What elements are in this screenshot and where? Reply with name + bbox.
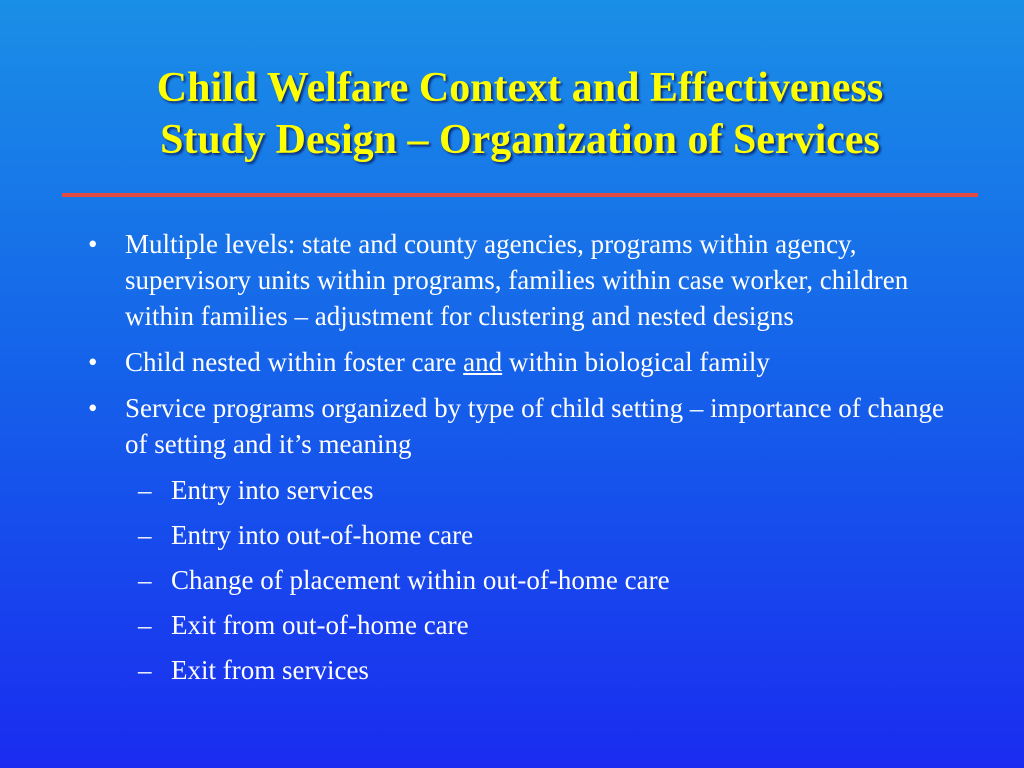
slide-body <box>88 226 968 697</box>
slide-title <box>60 62 980 166</box>
sub-bullet-text: Change of placement within out-of-home care <box>171 565 670 595</box>
bullet-text: Multiple levels: state and county agencies, programs within agency, supervisory units within programs, families within case worker, children within families – adjustment for clustering and nested designs <box>125 229 909 331</box>
dash-mark: – <box>138 565 152 595</box>
sub-bullet-item <box>88 607 968 643</box>
sub-bullet-item <box>88 517 968 553</box>
bullet-mark: • <box>88 347 98 377</box>
sub-bullet-text: Exit from services <box>171 655 369 685</box>
dash-mark: – <box>138 655 152 685</box>
bullet-text-underlined: and <box>463 347 503 377</box>
title-line-2: Study Design – Organization of Services <box>160 117 880 163</box>
sub-bullet-item <box>88 472 968 508</box>
dash-mark: – <box>138 475 152 505</box>
sub-bullet-text: Entry into out-of-home care <box>171 520 474 550</box>
sub-bullet-text: Exit from out-of-home care <box>171 610 469 640</box>
bullet-item-2 <box>88 344 968 380</box>
title-divider <box>62 193 978 197</box>
dash-mark: – <box>138 520 152 550</box>
bullet-text-before: Child nested within foster care <box>125 347 464 377</box>
sub-bullet-text: Entry into services <box>171 475 374 505</box>
dash-mark: – <box>138 610 152 640</box>
bullet-item-1 <box>88 226 968 334</box>
sub-bullet-item <box>88 652 968 688</box>
bullet-mark: • <box>88 229 98 259</box>
bullet-text: Service programs organized by type of child setting – importance of change of setting and it’s meaning <box>125 393 944 459</box>
bullet-text-after: within biological family <box>502 347 770 377</box>
sub-bullet-item <box>88 562 968 598</box>
title-line-1: Child Welfare Context and Effectiveness <box>156 65 884 111</box>
bullet-item-3 <box>88 390 968 462</box>
sub-bullet-list <box>88 472 968 688</box>
bullet-mark: • <box>88 393 98 423</box>
